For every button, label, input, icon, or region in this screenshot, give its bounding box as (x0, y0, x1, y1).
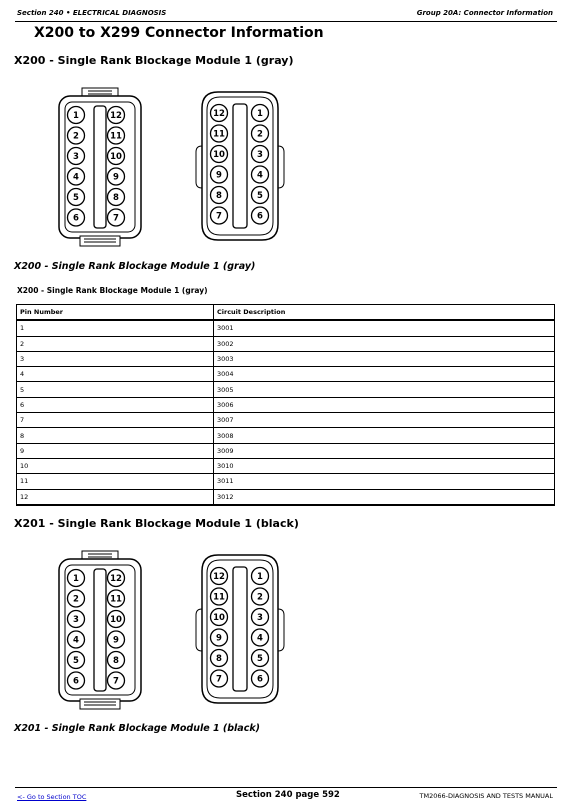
pin-label: 9 (113, 635, 119, 646)
pin-cell: 12 (17, 489, 214, 505)
connector-pin (211, 125, 228, 142)
pin-label: 5 (73, 656, 79, 666)
pin-label: 2 (73, 594, 79, 605)
connector-pin (211, 146, 228, 163)
pin-label: 1 (73, 574, 79, 584)
connector-pin (252, 629, 269, 646)
pin-label: 7 (216, 674, 222, 685)
pin-label: 11 (110, 594, 122, 605)
pin-cell: 7 (17, 413, 214, 428)
pin-label: 5 (257, 654, 263, 664)
pin-label: 10 (213, 150, 225, 160)
x200-connector-front (54, 88, 146, 248)
pin-label: 4 (73, 172, 79, 183)
table-row (17, 320, 555, 336)
table-row (17, 367, 555, 382)
header-divider (15, 21, 557, 22)
connector-pin (211, 650, 228, 667)
table-row (17, 382, 555, 397)
circuit-cell: 3007 (214, 413, 555, 428)
connector-pin (108, 652, 125, 669)
connector-pin (68, 652, 85, 669)
connector-pin (252, 146, 269, 163)
pin-label: 8 (113, 193, 119, 203)
table-row (17, 336, 555, 351)
pin-label: 11 (213, 592, 225, 603)
connector-pin (108, 570, 125, 587)
connector-pin (252, 125, 269, 142)
pin-label: 6 (257, 674, 263, 685)
pin-label: 6 (73, 676, 79, 687)
circuit-cell: 3003 (214, 351, 555, 366)
connector-pin (68, 631, 85, 648)
pin-cell: 1 (17, 320, 214, 336)
column-header-circuit-description: Circuit Description (214, 305, 555, 321)
footer-page-number: Section 240 page 592 (236, 790, 340, 800)
table-row (17, 413, 555, 428)
x200-heading: X200 - Single Rank Blockage Module 1 (gray) (14, 54, 294, 67)
connector-pin (108, 209, 125, 226)
pin-label: 2 (257, 129, 263, 140)
pin-label: 6 (257, 211, 263, 222)
pin-cell: 5 (17, 382, 214, 397)
pin-label: 7 (113, 676, 119, 687)
pin-label: 3 (73, 152, 79, 162)
connector-pin (252, 650, 269, 667)
table-row (17, 397, 555, 412)
pin-label: 12 (213, 109, 225, 119)
pin-label: 12 (110, 574, 122, 584)
connector-pin (68, 148, 85, 165)
connector-pin (68, 107, 85, 124)
pin-label: 10 (110, 152, 122, 162)
x200-figure-caption: X200 - Single Rank Blockage Module 1 (gray) (14, 261, 256, 272)
pin-label: 2 (257, 592, 263, 603)
connector-pin (108, 672, 125, 689)
footer-divider (15, 787, 557, 788)
pin-label: 4 (73, 635, 79, 646)
connector-pin (252, 588, 269, 605)
connector-pin (108, 611, 125, 628)
circuit-cell: 3001 (214, 320, 555, 336)
circuit-cell: 3004 (214, 367, 555, 382)
pin-cell: 8 (17, 428, 214, 443)
pin-label: 8 (216, 191, 222, 201)
pin-label: 5 (257, 191, 263, 201)
connector-pin (211, 568, 228, 585)
connector-pin (211, 588, 228, 605)
pin-cell: 6 (17, 397, 214, 412)
connector-pin (211, 670, 228, 687)
page-title: X200 to X299 Connector Information (34, 25, 324, 41)
connector-pin (252, 187, 269, 204)
connector-pin (108, 631, 125, 648)
table-row (17, 351, 555, 366)
table-row (17, 474, 555, 489)
footer-manual-title: TM2066-DIAGNOSIS AND TESTS MANUAL (419, 792, 553, 800)
circuit-cell: 3005 (214, 382, 555, 397)
pin-label: 8 (113, 656, 119, 666)
connector-pin (252, 568, 269, 585)
connector-rear-svg (194, 549, 286, 709)
connector-pin (252, 207, 269, 224)
connector-pin (252, 670, 269, 687)
circuit-cell: 3009 (214, 443, 555, 458)
circuit-cell: 3011 (214, 474, 555, 489)
connector-pin (108, 127, 125, 144)
circuit-cell: 3012 (214, 489, 555, 505)
connector-pin (211, 187, 228, 204)
table-row (17, 489, 555, 505)
pin-label: 6 (73, 213, 79, 224)
pin-cell: 4 (17, 367, 214, 382)
connector-front-svg (54, 551, 146, 711)
x201-heading: X201 - Single Rank Blockage Module 1 (black) (14, 517, 299, 530)
pin-label: 1 (257, 109, 263, 119)
pin-label: 3 (257, 150, 263, 160)
connector-pin (211, 629, 228, 646)
connector-pin (211, 609, 228, 626)
pin-cell: 2 (17, 336, 214, 351)
header-group-label: Group 20A: Connector Information (416, 9, 553, 17)
x200-connector-rear (194, 86, 286, 246)
x201-figure-caption: X201 - Single Rank Blockage Module 1 (black) (14, 723, 260, 734)
circuit-cell: 3002 (214, 336, 555, 351)
circuit-cell: 3010 (214, 458, 555, 473)
pin-label: 4 (257, 170, 263, 181)
pin-label: 1 (73, 111, 79, 121)
connector-pin (252, 166, 269, 183)
pin-label: 3 (73, 615, 79, 625)
table-row (17, 458, 555, 473)
pin-label: 1 (257, 572, 263, 582)
pin-cell: 11 (17, 474, 214, 489)
connector-pin (68, 189, 85, 206)
pin-label: 4 (257, 633, 263, 644)
x200-table-caption: X200 - Single Rank Blockage Module 1 (gray) (17, 286, 208, 295)
pin-label: 12 (213, 572, 225, 582)
pin-label: 7 (216, 211, 222, 222)
connector-pin (68, 209, 85, 226)
pin-label: 9 (113, 172, 119, 183)
column-header-pin-number: Pin Number (17, 305, 214, 321)
pin-label: 5 (73, 193, 79, 203)
pin-label: 2 (73, 131, 79, 142)
connector-pin (108, 107, 125, 124)
connector-pin (68, 672, 85, 689)
table-row (17, 443, 555, 458)
pin-label: 11 (213, 129, 225, 140)
connector-pin (68, 570, 85, 587)
pin-cell: 10 (17, 458, 214, 473)
connector-pin (211, 166, 228, 183)
pin-label: 3 (257, 613, 263, 623)
connector-pin (68, 127, 85, 144)
circuit-cell: 3006 (214, 397, 555, 412)
header-section-label: Section 240 • ELECTRICAL DIAGNOSIS (17, 9, 167, 17)
pin-cell: 9 (17, 443, 214, 458)
pin-label: 11 (110, 131, 122, 142)
connector-rear-svg (194, 86, 286, 246)
connector-pin (68, 168, 85, 185)
pin-label: 8 (216, 654, 222, 664)
pin-label: 10 (213, 613, 225, 623)
pin-label: 10 (110, 615, 122, 625)
x201-connector-front (54, 551, 146, 711)
connector-front-svg (54, 88, 146, 248)
x201-connector-rear (194, 549, 286, 709)
table-header-row (17, 305, 555, 321)
pin-label: 9 (216, 170, 222, 181)
connector-pin (211, 207, 228, 224)
connector-pin (211, 105, 228, 122)
connector-pin (68, 611, 85, 628)
section-toc-link[interactable]: <- Go to Section TOC (17, 793, 87, 801)
connector-pin (252, 609, 269, 626)
connector-pin (252, 105, 269, 122)
connector-pin (108, 590, 125, 607)
connector-pin (108, 168, 125, 185)
table-row (17, 428, 555, 443)
pin-cell: 3 (17, 351, 214, 366)
x200-pin-table (16, 304, 555, 506)
pin-label: 9 (216, 633, 222, 644)
connector-pin (108, 189, 125, 206)
connector-pin (108, 148, 125, 165)
pin-label: 12 (110, 111, 122, 121)
connector-pin (68, 590, 85, 607)
pin-label: 7 (113, 213, 119, 224)
circuit-cell: 3008 (214, 428, 555, 443)
